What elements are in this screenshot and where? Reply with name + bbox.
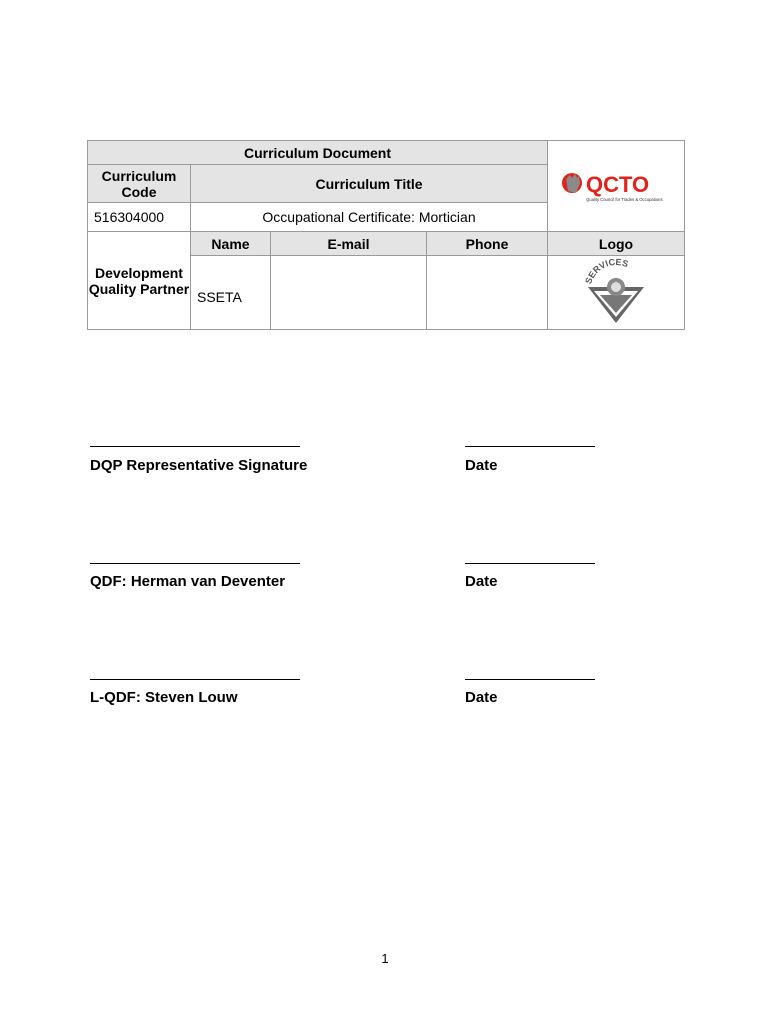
qcto-logo-cell — [548, 141, 685, 232]
curriculum-title-value: Occupational Certificate: Mortician — [191, 203, 548, 232]
services-logo-cell — [548, 256, 685, 330]
curriculum-table — [87, 140, 685, 330]
qcto-logo-tagline: Quality Council for Trades & Occupations — [586, 196, 663, 202]
signature-line-qdf — [90, 563, 300, 564]
qcto-logo — [560, 165, 672, 205]
lqdf-date-label: Date — [465, 689, 498, 706]
col-email-header: E-mail — [271, 232, 427, 256]
dqp-date-label: Date — [465, 457, 498, 474]
dqp-signature-label: DQP Representative Signature — [90, 457, 308, 474]
lqdf-signature-label: L-QDF: Steven Louw — [90, 689, 238, 706]
curriculum-title-header: Curriculum Title — [191, 165, 548, 203]
signature-line-lqdf — [90, 679, 300, 680]
col-logo-header: Logo — [548, 232, 685, 256]
qcto-hand-icon — [562, 173, 582, 193]
page-number: 1 — [381, 951, 389, 966]
signature-line-dqp — [90, 446, 300, 447]
dqp-email — [271, 256, 427, 330]
dqp-label: Development Quality Partner — [88, 232, 191, 330]
date-line-qdf — [465, 563, 595, 564]
qdf-date-label: Date — [465, 573, 498, 590]
curriculum-code-value: 516304000 — [88, 203, 191, 232]
services-logo — [582, 257, 650, 325]
qcto-logo-text: QCTO — [586, 171, 650, 197]
qdf-signature-label: QDF: Herman van Deventer — [90, 573, 286, 590]
date-line-dqp — [465, 446, 595, 447]
services-logo-text: SERVICES — [583, 257, 630, 286]
dqp-phone — [427, 256, 548, 330]
date-line-lqdf — [465, 679, 595, 680]
curriculum-code-header: Curriculum Code — [88, 165, 191, 203]
dqp-name: SSETA — [191, 256, 271, 330]
table-title: Curriculum Document — [88, 141, 548, 165]
col-phone-header: Phone — [427, 232, 548, 256]
col-name-header: Name — [191, 232, 271, 256]
